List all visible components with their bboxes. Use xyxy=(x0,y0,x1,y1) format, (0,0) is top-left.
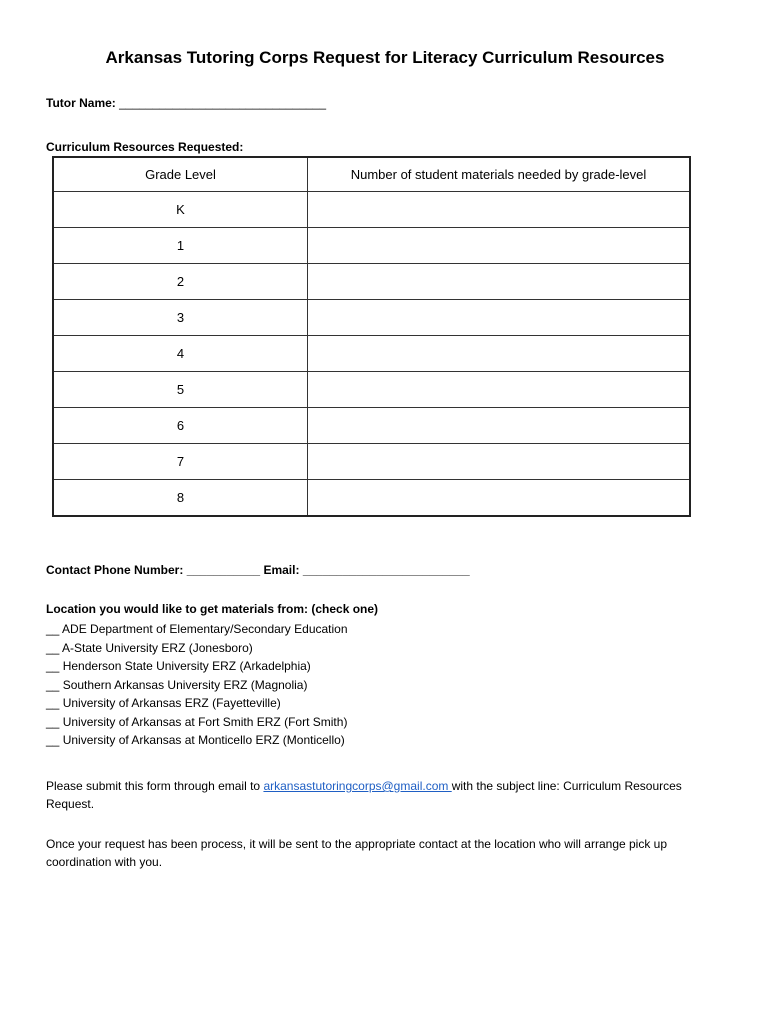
contact-line xyxy=(46,563,470,577)
materials-count-cell[interactable] xyxy=(308,480,691,517)
location-label: University of Arkansas at Fort Smith ERZ (Fort Smith) xyxy=(62,714,348,729)
location-label: Southern Arkansas University ERZ (Magnolia) xyxy=(62,677,308,692)
grade-cell: 1 xyxy=(53,228,308,264)
location-option xyxy=(46,694,348,713)
grade-cell: 6 xyxy=(53,408,308,444)
submit-email-link[interactable]: arkansastutoringcorps@gmail.com xyxy=(263,779,452,793)
page-title: Arkansas Tutoring Corps Request for Literacy Curriculum Resources xyxy=(105,48,665,67)
table-row xyxy=(53,192,690,228)
locations-list xyxy=(46,620,348,750)
tutor-name-line xyxy=(46,96,326,110)
tutor-name-label: Tutor Name: xyxy=(46,96,116,110)
location-checkbox[interactable]: __ xyxy=(46,714,60,729)
location-checkbox[interactable]: __ xyxy=(46,733,60,747)
location-option xyxy=(46,639,348,658)
locations-heading: Location you would like to get materials from: (check one) xyxy=(46,602,379,616)
location-checkbox[interactable]: __ xyxy=(46,659,60,673)
materials-count-cell[interactable] xyxy=(308,300,691,336)
location-label: A-State University ERZ (Jonesboro) xyxy=(62,640,253,655)
location-label: Henderson State University ERZ (Arkadelphia) xyxy=(62,659,311,673)
materials-count-header: Number of student materials needed by grade-level xyxy=(308,157,691,192)
grade-cell: 2 xyxy=(53,264,308,300)
location-option xyxy=(46,676,348,695)
resources-table xyxy=(52,156,691,517)
location-option xyxy=(46,657,348,676)
materials-count-cell[interactable] xyxy=(308,192,691,228)
grade-cell: 5 xyxy=(53,372,308,408)
location-checkbox[interactable]: __ xyxy=(46,640,60,655)
email-field[interactable]: _________________________ xyxy=(302,563,470,577)
materials-count-cell[interactable] xyxy=(308,372,691,408)
table-row xyxy=(53,300,690,336)
grade-level-header: Grade Level xyxy=(53,157,308,192)
submit-text-after: with the subject line: Curriculum Resources Request. xyxy=(46,779,682,811)
location-option xyxy=(46,713,348,732)
location-label: University of Arkansas at Monticello ERZ (Monticello) xyxy=(62,733,345,747)
phone-field[interactable]: ___________ xyxy=(186,563,261,577)
email-label: Email: xyxy=(263,563,300,577)
grade-cell: 3 xyxy=(53,300,308,336)
submit-text-before: Please submit this form through email to xyxy=(46,779,264,793)
materials-count-cell[interactable] xyxy=(308,408,691,444)
table-row xyxy=(53,408,690,444)
submit-instructions xyxy=(46,777,726,813)
followup-text: Once your request has been process, it will be sent to the appropriate contact at the location who will arrange pick up coordination with you. xyxy=(46,837,668,869)
table-row xyxy=(53,228,690,264)
grade-cell: 4 xyxy=(53,336,308,372)
location-label: University of Arkansas ERZ (Fayetteville) xyxy=(62,696,281,710)
table-row xyxy=(53,336,690,372)
tutor-name-field[interactable]: _______________________________ xyxy=(119,96,327,110)
location-label: ADE Department of Elementary/Secondary Education xyxy=(62,622,348,636)
grade-cell: K xyxy=(53,192,308,228)
materials-count-cell[interactable] xyxy=(308,264,691,300)
table-row xyxy=(53,372,690,408)
location-checkbox[interactable]: __ xyxy=(46,696,60,710)
table-row xyxy=(53,480,690,517)
grade-cell: 8 xyxy=(53,480,308,517)
grade-cell: 7 xyxy=(53,444,308,480)
resources-heading: Curriculum Resources Requested: xyxy=(46,140,244,154)
materials-count-cell[interactable] xyxy=(308,444,691,480)
table-header-row xyxy=(53,157,690,192)
materials-count-cell[interactable] xyxy=(308,228,691,264)
location-checkbox[interactable]: __ xyxy=(46,677,60,692)
materials-count-cell[interactable] xyxy=(308,336,691,372)
location-option xyxy=(46,731,348,750)
table-row xyxy=(53,444,690,480)
location-checkbox[interactable]: __ xyxy=(46,622,60,636)
location-option xyxy=(46,620,348,639)
table-row xyxy=(53,264,690,300)
phone-label: Contact Phone Number: xyxy=(46,563,184,577)
